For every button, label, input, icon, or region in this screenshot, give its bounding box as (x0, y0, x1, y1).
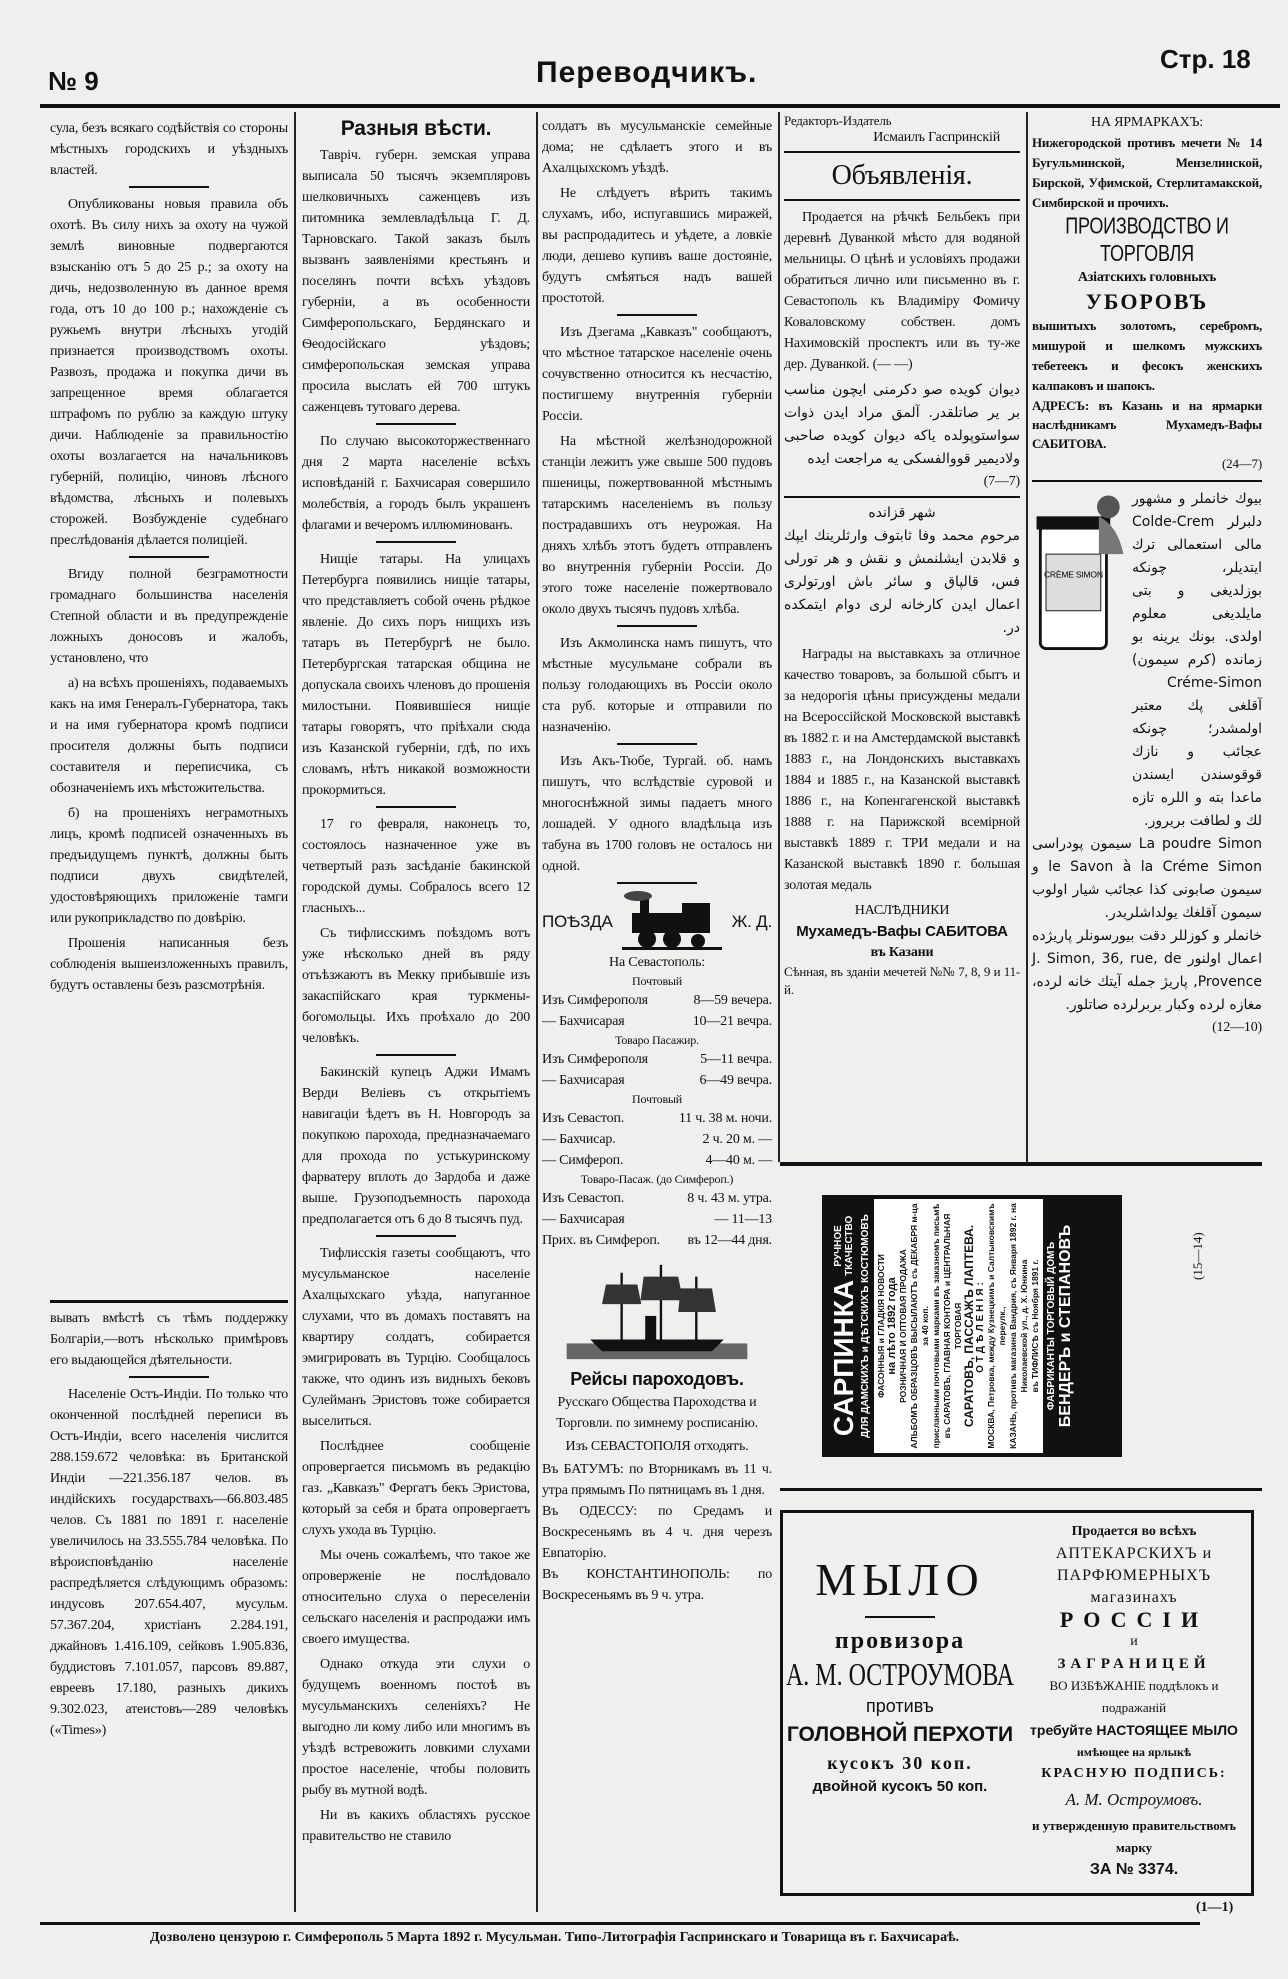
train-time: 10—21 вечра. (692, 1014, 772, 1029)
jar-label: CRÈME SIMON (1043, 569, 1103, 580)
train-station: Изъ Севастоп. (542, 1191, 625, 1206)
soap-demand: требуйте НАСТОЯЩЕЕ МЫЛО (1030, 1722, 1238, 1738)
sarpinka-letters: присланными почтовыми марками въ заказномъ письмѣ въ САРАТОВЪ, ГЛАВНАЯ КОНТОРА и ЦЕНТРАЛЬНАЯ ТОРГОВАЯ (931, 1203, 963, 1449)
train-row (542, 1011, 772, 1032)
soap-purpose: ГОЛОВНОЙ ПЕРХОТИ (786, 1723, 1014, 1746)
locomotive-icon (622, 891, 722, 951)
train-schedule (542, 890, 772, 1251)
ads-heading: Объявленія. (831, 160, 973, 191)
column-1-upper (50, 118, 288, 1000)
soap-label: имѣющее на ярлыкѣ (1076, 1745, 1192, 1759)
soap-shops: АПТЕКАРСКИХЪ и ПАРФЮМЕРНЫХЪ магазинахъ (1055, 1545, 1213, 1606)
soap-price-single: кусокъ 30 коп. (827, 1753, 973, 1773)
ad-heirs: НАСЛѢДНИКИ (854, 903, 950, 918)
rule (784, 199, 1020, 201)
fairs-title: НА ЯРМАРКАХЪ: (1091, 115, 1203, 130)
article-text: Прошенія написанныя безъ соблюденія вышеизложенныхъ правилъ, будутъ оставлены безъ разсмотрѣнія. (50, 936, 288, 993)
train-type-label: Почтовый (631, 1092, 683, 1106)
sarpinka-makers: ФАБРИКАНТЫ ТОРГОВЫЙ ДОМЪ (1046, 1241, 1057, 1411)
soap-and: и (1130, 1634, 1138, 1649)
section-rule (780, 1488, 1262, 1491)
sarpinka-brand: БЕНДЕРЪ и СТЕПАНОВЪ (1057, 1224, 1074, 1428)
article-text: 17 го февраля, наконецъ то, состоялось назначенное уже въ четвертый разъ засѣданіе бакинской городской думы. Собралось всего 12 гласныхъ... (302, 817, 530, 916)
article-text: сула, безъ всякаго содѣйствія со стороны мѣстныхъ городскихъ и уѣздныхъ властей. (50, 121, 288, 178)
article-east-india-population: Населеніе Остъ-Индіи. По только что оконченной послѣдней переписи въ Остъ-Индіи, всего населенія числится 288.159.672 человѣка: въ Британской Индіи —221.356.187 челов. въ индійскихъ государствахъ—66.803.485 челов. Съ 1881 по 1891 г. населеніе увеличилось на 33.555.784 человѣка. По вѣроисповѣданію населеніе распредѣляется слѣдующимъ образомъ: индусовъ 207.654.407, мусульм. 57.367.204, христіанъ 2.284.191, джайновъ 1.416.109, сейковъ 1.905.836, буддистовъ 7.101.057, парсовъ 89.887, евреевъ 17.180, разныхъ дикихъ 9.302.023, атеистовъ—289 человѣкъ («Times») (50, 1387, 288, 1738)
soap-signature: А. М. Остроумовъ. (1065, 1790, 1203, 1809)
train-title-right: Ж. Д. (731, 911, 772, 931)
sarpinka-tiflis: въ ТИФЛИСѢ съ Ноября 1891 г. (1030, 1259, 1040, 1393)
ship-route: Въ БАТУМЪ: по Вторникамъ въ 11 ч. утра прямымъ По пятницамъ въ 1 дня. (542, 1462, 772, 1498)
column-divider (294, 112, 296, 1912)
ship-route: Въ ОДЕССУ: по Средамъ и Воскресеньямъ въ 4 ч. дня черезъ Евпаторію. (542, 1504, 772, 1561)
article-text: Мы очень сожалѣемъ, что такое же опроверженіе не послѣдовало относительно слуха о переселеніи сельскаго населенія и распродажи имъ своего имущества. (302, 1548, 530, 1647)
separator (617, 743, 697, 745)
soap-against: противъ (866, 1696, 934, 1716)
train-station: — Бахчисарая (542, 1073, 625, 1088)
section-heading: Разныя вѣсти. (340, 117, 492, 140)
separator (129, 1376, 209, 1378)
ad-city: въ Казани (870, 945, 934, 960)
soap-number: ЗА № 3374. (1089, 1861, 1179, 1878)
train-time: 6—49 вечра. (699, 1073, 772, 1088)
ad-mill-sale-arabic: ديوان كويده صو دكرمنى ايچون مناسب بر ير صاتلقدر. آلمق مراد ايدن ذوات سواستوپولده ياكه ديوان كويده صاحبى ولاديمير قووالفسكى يه مراجعت ايده (784, 382, 1020, 467)
sarpinka-kazan: КАЗАНЬ, противъ магазина Вандрия, съ Января 1892 г. на Николаевской ул., д. Х. Юнкина (1008, 1203, 1029, 1449)
separator (376, 1235, 456, 1237)
ship-route: Въ КОНСТАНТИНОПОЛЬ: по Воскресеньямъ въ 9 ч. утра. (542, 1567, 772, 1603)
separator (376, 541, 456, 543)
train-row (542, 1108, 772, 1129)
separator (617, 625, 697, 627)
sarpinka-title: САРПИНКА (828, 1279, 859, 1437)
soap-mark: и утвержденную правительствомъ марку (1032, 1818, 1236, 1855)
train-time: въ 12—44 дня. (687, 1233, 772, 1248)
ad-kazan-arabic: مرحوم محمد وفا ثابتوف وارثلرينك ايپك و قلابدن ايشلنمش و نقش و هر تورلى فس، قالپاق و سائر باش اورتولرى اعمال ايدن كارخانه لرى دوام ايتمكده در. (784, 528, 1020, 636)
train-row (542, 1188, 772, 1209)
ad-awards: Награды на выставкахъ за отличное качество товаровъ, за большой сбытъ и за недорогія цѣны присуждены медали на Всероссійской Московской выставкѣ въ 1882 г. и на Амстердамской выставкѣ 1883 г., на Лондонскихъ выставкахъ 1884 и 1885 г., на Казанской выставкѣ 1886 г., на Копенгагенской выставкѣ 1888 г. на Парижской всемірной выставкѣ 1889 г. ТРИ медали и на Казанской выставкѣ 1890 г. большая золотая медаль (784, 647, 1020, 893)
trade-subtitle: Азіатскихъ головныхъ (1077, 270, 1217, 285)
train-time: — 11—13 (714, 1212, 772, 1227)
column-divider (778, 112, 780, 1162)
sarpinka-moscow: МОСКВА, Петровка, между Кузнецкимъ и Салтыковскимъ переулк., (986, 1203, 1007, 1449)
train-station: — Симфероп. (542, 1153, 624, 1168)
ad-address: Сѣнная, въ зданіи мечетей №№ 7, 8, 9 и 11-й. (784, 964, 1020, 997)
sarpinka-album: АЛЬБОМЪ ОБРАЗЦОВЪ ВЫСЫЛАЮТЪ съ ДЕКАБРЯ м-ца за 40 коп. (909, 1203, 930, 1449)
train-station: Прих. въ Симфероп. (542, 1233, 660, 1248)
sarpinka-sale: РОЗНИЧНАЯ И ОПТОВАЯ ПРОДАЖА (898, 1249, 908, 1403)
train-type-label: Товаро-Пасаж. (до Симфероп.) (580, 1172, 734, 1186)
train-row (542, 1209, 772, 1230)
masthead-rule (40, 104, 1280, 108)
article-text: Ни въ какихъ областяхъ русское правительство не ставило (302, 1808, 530, 1844)
article-text: вывать вмѣстѣ съ тѣмъ поддержку Болгаріи,—вотъ нѣсколько примѣровъ его выдающейся дѣятельности. (50, 1311, 288, 1368)
sarpinka-hand: РУЧНОЕ ТКАЧЕСТВО (833, 1215, 855, 1276)
section-rule (50, 1300, 288, 1303)
article-text: Тифлисскія газеты сообщаютъ, что мусульманское населеніе Ахалцыхскаго уѣзда, напуганное слухами, что въ домахъ поставятъ на квартиру солдатъ, собирается эмигрировать въ Турцію. Сообщалось также, что одинъ изъ видныхъ бековъ Сулейманъ Эристовъ тоже собирается выселиться. (302, 1246, 530, 1429)
section-rule (780, 1162, 1262, 1166)
soap-russia: РОССІИ (1059, 1607, 1209, 1632)
train-time: 11 ч. 38 м. ночи. (678, 1111, 772, 1126)
article-hunting-rules: Опубликованы новыя правила объ охотѣ. Въ силу нихъ за охоту на чужой землѣ виновные подвергаются взысканію отъ 5 до 25 р.; за охоту на дичь, недозволенную въ данное время года, отъ 10 до 100 р.; нахожденіе съ ружьемъ внутри лѣсныхъ угодій признается производствомъ охоты. Развозъ, продажа и покупка дичи въ запрещенное время облагается штрафомъ по рублю за каждую штуку дичи. Наблюденіе за правильностію охоты возлагается на начальниковъ губерній, полицію, чиновъ лѣсного вѣдомства, лѣсныхъ и полевыхъ сторожей. Возбужденіе судебнаго преслѣдованія дѣлается полиціей. (50, 197, 288, 548)
sarpinka-season: на лѣто 1892 года (886, 1277, 898, 1375)
train-row (542, 990, 772, 1011)
column-5 (1032, 112, 1262, 1038)
train-time: 2 ч. 20 м. — (702, 1132, 772, 1147)
ostroumov-soap-ad (780, 1510, 1254, 1896)
ships-subtitle: Русскаго Общества Пароходства и Торговли. по зимнему росписанію. (556, 1395, 758, 1431)
column-divider (1026, 112, 1028, 1162)
article-text: а) на всѣхъ прошеніяхъ, подаваемыхъ какъ на имя Генералъ-Губернатора, такъ и на имя губернатора кромѣ подписи просителя должны быть подписи составителя и переписчика, съ обозначеніемъ ихъ мѣстожительства. (50, 676, 288, 796)
ornament (865, 1616, 935, 1618)
article-text: Изъ Акъ-Тюбе, Тургай. об. намъ пишутъ, что вслѣдствіе суровой и многоснѣжной зимы падаетъ много лошадей. У одного владѣльца изъ табуна въ 1700 головъ не осталось ни одной. (542, 754, 772, 874)
article-text: б) на прошеніяхъ неграмотныхъ лицъ, кромѣ подписей означенныхъ въ предъидущемъ пунктѣ, должны быть подписи двухъ свидѣтелей, удостовѣряющихъ приложеніе тамги или рукоприкладство по довѣрію. (50, 806, 288, 926)
soap-pharmacist: провизора (834, 1628, 966, 1654)
footer-imprint: Дозволено цензурою г. Симферополь 5 Марта 1892 г. Мусульман. Типо-Литографія Гаспринскаго и Товарища въ г. Бахчисараѣ. (150, 1930, 959, 1945)
rule (1032, 480, 1262, 482)
train-row (542, 1129, 772, 1150)
separator (129, 556, 209, 558)
sarpinka-kinds: ФАСОННЫЯ и ГЛАДКІЯ НОВОСТИ (876, 1254, 886, 1398)
soap-avoid: ВО ИЗБѢЖАНІЕ поддѣлокъ и подражаній (1049, 1678, 1219, 1715)
creme-simon-jar-illustration (1032, 488, 1128, 658)
soap-abroad: ЗАГРАНИЦЕЙ (1057, 1656, 1211, 1672)
ad-code: (7—7) (983, 474, 1020, 489)
separator (129, 186, 209, 188)
sarpinka-ad (822, 1195, 1202, 1457)
train-station: Изъ Симферополя (542, 1052, 648, 1067)
newspaper-title: Переводчикъ. (536, 56, 758, 89)
separator (376, 423, 456, 425)
ad-mill-sale: Продается на рѣчкѣ Бельбекъ при деревнѣ Дуванкой мѣсто для водяной мельницы. О цѣнѣ и условіяхъ продажи обратиться лично или письменно въ г. Севастополь къ Владиміру Фомичу Коваловскому собствен. домъ Нахимовскій проспектъ или въ ту-же дер. Дуванкой. (— —) (784, 210, 1020, 372)
fairs-text: Нижегородской противъ мечети № 14 Бугульминской, Мензелинской, Бирской, Уфимской, Стерлитамакской, Симбирской и прочихъ. (1032, 135, 1262, 210)
train-station: — Бахчисар. (542, 1132, 616, 1147)
article-text: Изъ Акмолинска намъ пишутъ, что мѣстные мусульмане собрали въ пользу голодающихъ въ Россіи около ста руб. которые и отправили по назначенію. (542, 636, 772, 735)
train-type-label: Товаро Пасажир. (615, 1033, 699, 1047)
issue-number: № 9 (48, 66, 99, 96)
column-4 (784, 112, 1020, 999)
sarpinka-saratov: САРАТОВЪ, ПАССАЖЪ ЛАПТЕВА. (962, 1224, 976, 1428)
trade-text: вышитыхъ золотомъ, серебромъ, мишурой и шелкомъ мужскихъ тебетеекъ и фесокъ женскихъ калпаковъ и шапокъ. (1032, 318, 1262, 393)
trade-title: ПРОИЗВОДСТВО И ТОРГОВЛЯ (1065, 212, 1229, 266)
page-number: Стр. 18 (1160, 44, 1251, 74)
article-text: Изъ Дзегама „Кавказъ" сообщаютъ, что мѣстное татарское населеніе очень сочувственно относится къ несчастію, постигшему внутреннія губерніи Россіи. (542, 325, 772, 424)
train-time: 4—40 м. — (705, 1153, 772, 1168)
article-text: По случаю высокоторжественнаго дня 2 марта населеніе всѣхъ исповѣданій г. Бахчисарая совершило молебствія, а городъ былъ украшенъ флагами и вечеромъ иллюминованъ. (302, 434, 530, 533)
column-2 (302, 116, 530, 1851)
article-text: Послѣднее сообщеніе опровергается письмомъ въ редакцію газ. „Кавказъ" Фергатъ бекъ Эристова, который за себя и брата опровергаетъ слухъ ухода въ Турцію. (302, 1439, 530, 1538)
soap-price-double: двойной кусокъ 50 коп. (812, 1778, 988, 1795)
train-type-label: Почтовый (631, 974, 683, 988)
separator (617, 314, 697, 316)
train-station: — Бахчисарая (542, 1212, 625, 1227)
creme-simon-ad-3: خانملر و كوزللر دقت بيورسونلر پاريژده اعمال اولنور J. Simon, 36, rue, de Provence, پاريژ جمله آيتك خانه لرده، مغازه لرده وكبار بربرلرده صاتلور. (1032, 928, 1263, 1013)
article-text: солдатъ въ мусульманскіе семейные дома; не сдѣлаетъ этого и въ Ахалцыхскомъ уѣздѣ. (542, 119, 772, 176)
train-station: Изъ Севастоп. (542, 1111, 625, 1126)
sarpinka-code: (15—14) (1190, 1232, 1205, 1280)
footer-rule (40, 1922, 1200, 1925)
article-text: Тавріч. губерн. земская управа выписала 50 тысячъ экземпляровъ шелковичныхъ саженцевъ изъ питомника землевладѣльца Г. Д. Тарновскаго. Такой заказъ былъ вызванъ заявленіями крестьянъ и поселянъ почти всѣхъ уѣздовъ губерніи, а въ особенности Симферопольскаго, Бердянскаго и Ѳеодосійскаго уѣздовъ; симферопольская земская управа просила выслать ей 700 штукъ саженцевъ тутоваго дерева. (302, 148, 530, 415)
ad-kazan-arabic-title: شهر قزانده (868, 505, 936, 521)
article-text: Съ тифлисскимъ поѣздомъ вотъ уже нѣсколько дней въ ряду отъѣзжаютъ въ Мекку прибывшіе изъ закаспійскаго края туркмены-богомольцы. Ихъ проѣхало до 200 человѣкъ. (302, 926, 530, 1046)
article-text: Однако откуда эти слухи о будущемъ военномъ постоѣ въ мусульманскихъ селеніяхъ? Не выгодно ли кому либо или многимъ въ уѣздѣ встревожить ловкими слухами простое населеніе, чтобы половить рыбу въ мутной водѣ. (302, 1657, 530, 1798)
ships-from: Изъ СЕВАСТОПОЛЯ отходятъ. (565, 1439, 749, 1454)
article-text: Нищіе татары. На улицахъ Петербурга появились нищіе татары, что представляетъ собой очень рѣдкое явленіе. До сихъ поръ нищихъ изъ татаръ въ Петербургѣ не было. Петербургская татарская община не допускала своихъ членовъ до прошенія милостыни. Появившіеся нищіе татары говорятъ, что пріѣхали сюда изъ Казанской губерніи, гдѣ, по ихъ словамъ, нѣтъ никакой возможности прокормиться. (302, 552, 530, 798)
train-time: 8—59 вечера. (693, 993, 772, 1008)
train-row (542, 1150, 772, 1171)
soap-sold: Продается во всѣхъ (1071, 1524, 1197, 1539)
soap-red: КРАСНУЮ ПОДПИСЬ: (1041, 1766, 1227, 1781)
separator (617, 882, 697, 884)
soap-code: (1—1) (1196, 1900, 1234, 1915)
rule (784, 151, 1020, 153)
ad-sabitov-name: Мухамедъ-Вафы САБИТОВА (796, 923, 1008, 940)
article-steppe-region: Вгиду полной безграмотности громаднаго большинства населенія Степной области и въ предупрежденіе ложныхъ доносовъ и жалобъ, установлено, что (50, 567, 288, 666)
rule (784, 496, 1020, 498)
train-time: 5—11 вечра. (700, 1052, 772, 1067)
train-time: 8 ч. 43 м. утра. (687, 1191, 772, 1206)
train-row (542, 1049, 772, 1070)
trade-code: (24—7) (1222, 456, 1262, 471)
editor-label: Редакторъ-Издатель (784, 113, 892, 128)
train-title-left: ПОѢЗДА (542, 911, 613, 931)
steamship-icon (542, 1257, 772, 1367)
train-row (542, 1070, 772, 1091)
trade-headwear: УБОРОВЪ (1085, 289, 1209, 314)
soap-maker-name: А. М. ОСТРОУМОВА (785, 1658, 1015, 1693)
creme-simon-ad-2: La poudre Simon سيمون پودراسى le Savon à la Créme Simon و سيمون صابونى كذا عجائب شيار اولوب سيمون آقلغك يولداشلريدر. (1032, 836, 1262, 921)
sarpinka-for: ДЛЯ ДАМСКИХЪ и ДѢТСКИХЪ КОСТЮМОВЪ (860, 1214, 871, 1438)
train-station: — Бахчисарая (542, 1014, 625, 1029)
creme-simon-ad-1: بيوك خانملر و مشهور دلبرلر Colde-Crem مالى استعمالى ترك ايتديلر، چونكه بوزلديغى و بتى مايلديغى معلوم اولدى. بونك يرينه بو زمانده (كرم سيمون) Créme-Simon آقلغى پك معتبر اولمشدر؛ چونكه عجائب و نازك قوقوسندن ايسندن ماعدا بته و اللره تازه لك و لطافت بريرور. (1132, 491, 1262, 829)
separator (376, 806, 456, 808)
editor-name: Исмаилъ Гаспринскій (873, 130, 1000, 145)
article-text: Не слѣдуетъ вѣрить такимъ слухамъ, ибо, испугавшись миражей, вы распродадитесь и уѣдете, а ловкіе люди, дешево купивъ ваше достояніе, будутъ смѣяться надъ вашей простотой. (542, 186, 772, 306)
train-station: Изъ Симферополя (542, 993, 648, 1008)
article-text: На мѣстной желѣзнодорожной станціи лежитъ уже свыше 500 пудовъ пшеницы, пожертвованной мѣстнымъ татарскимъ населеніемъ въ пользу пострадавшихъ отъ неурожая. На дняхъ хлѣбъ этотъ будетъ отправленъ во внутреннія губерніи Россіи. До этого тоже населеніе пожертвовало около двухъ тысячъ пудовъ хлѣба. (542, 434, 772, 617)
column-3 (542, 116, 772, 1606)
soap-title: МЫЛО (815, 1554, 985, 1605)
train-direction: На Севастополь: (609, 955, 705, 970)
column-1-lower (50, 1308, 288, 1745)
separator (376, 1054, 456, 1056)
column-divider (536, 112, 538, 1912)
train-row (542, 1230, 772, 1251)
article-text: Бакинскій купецъ Аджи Имамъ Верди Веліевъ съ открытіемъ навигаціи ѣдетъ въ Н. Новгородъ за покупкою парохода, предназначаемаго для прохода по устькуринскому фарватеру вплоть до Зардоба и даже выше. Грузоподъемность парохода предполагается отъ 6 до 8 тысячъ пуд. (302, 1065, 530, 1227)
trade-address: АДРЕСЪ: въ Казань и на ярмарки наслѣдникамъ Мухамедъ-Вафы САБИТОВА. (1032, 398, 1262, 451)
sarpinka-branches: ОТДѢЛЕНІЯ: (975, 1279, 986, 1373)
simon-code: (12—10) (1212, 1020, 1262, 1035)
ships-title: Рейсы пароходовъ. (570, 1369, 744, 1389)
